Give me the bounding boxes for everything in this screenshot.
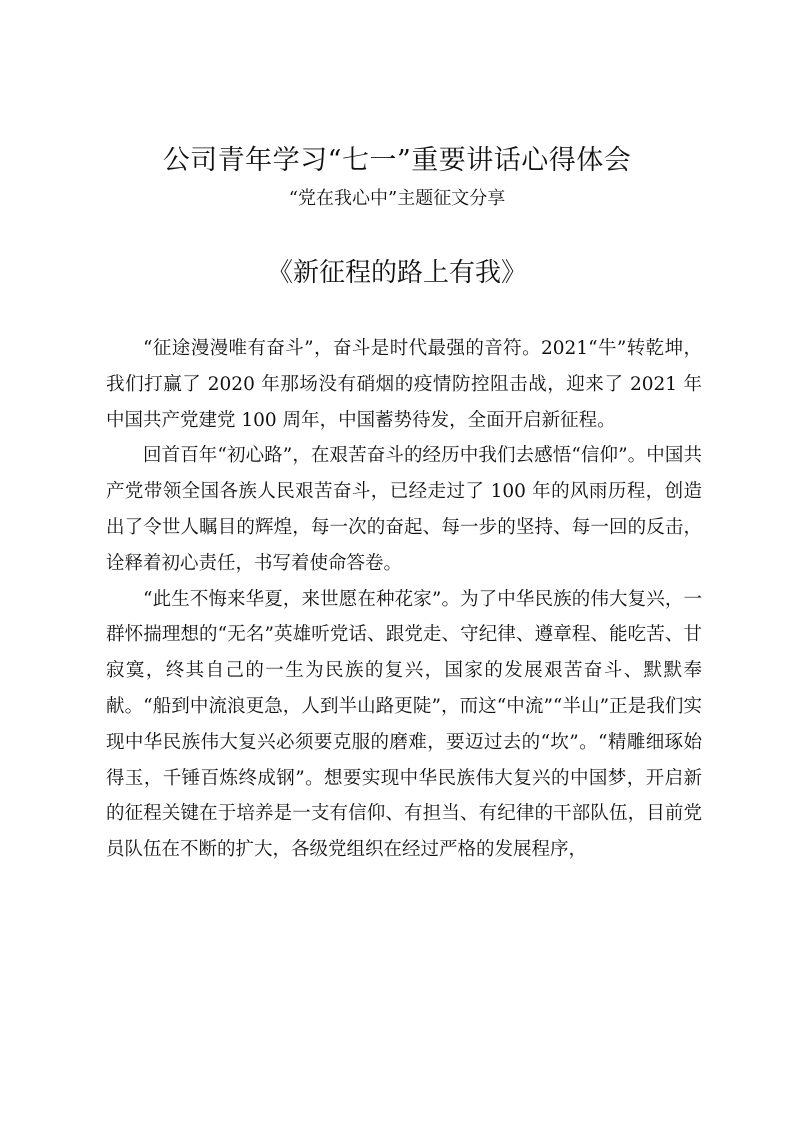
main-title: 公司青年学习“七一”重要讲话心得体会 [162,145,632,176]
sub-title: “党在我心中”主题征文分享 [288,188,506,209]
paragraph-2: 回首百年“初心路”，在艰苦奋斗的经历中我们去感悟“信仰”。中国共产党带领全国各族人民艰苦奋斗，已经走过了 100 年的风雨历程，创造出了令世人瞩目的辉煌，每一次的奋起、每一步的坚持、每一回的反击，诠释着初心责任，书写着使命答卷。 [106,445,702,574]
paragraph-3: “此生不悔来华夏，来世愿在种花家”。为了中华民族的伟大复兴，一群怀揣理想的“无名”英雄听党话、跟党走、守纪律、遵章程、能吃苦、甘寂寞，终其自己的一生为民族的复兴，国家的发展艰苦奋斗、默默奉献。“船到中流浪更急，人到半山路更陡”，而这“中流”“半山”正是我们实现中华民族伟大复兴必须要克服的磨难，要迈过去的“坎”。“精雕细琢始得玉，千锤百炼终成钢”。想要实现中华民族伟大复兴的中国梦，开启新的征程关键在于培养是一支有信仰、有担当、有纪律的干部队伍，目前党员队伍在不断的扩大，各级党组织在经过严格的发展程序， [106,588,702,861]
essay-title: 《新征程的路上有我》 [266,258,527,288]
essay-body [106,331,702,868]
paragraph-1: “征途漫漫唯有奋斗”，奋斗是时代最强的音符。2021“牛”转乾坤，我们打赢了 2020 年那场没有硝烟的疫情防控阻击战，迎来了 2021 年中国共产党建党 100 周年，中国蓄势待发，全面开启新征程。 [106,338,702,431]
